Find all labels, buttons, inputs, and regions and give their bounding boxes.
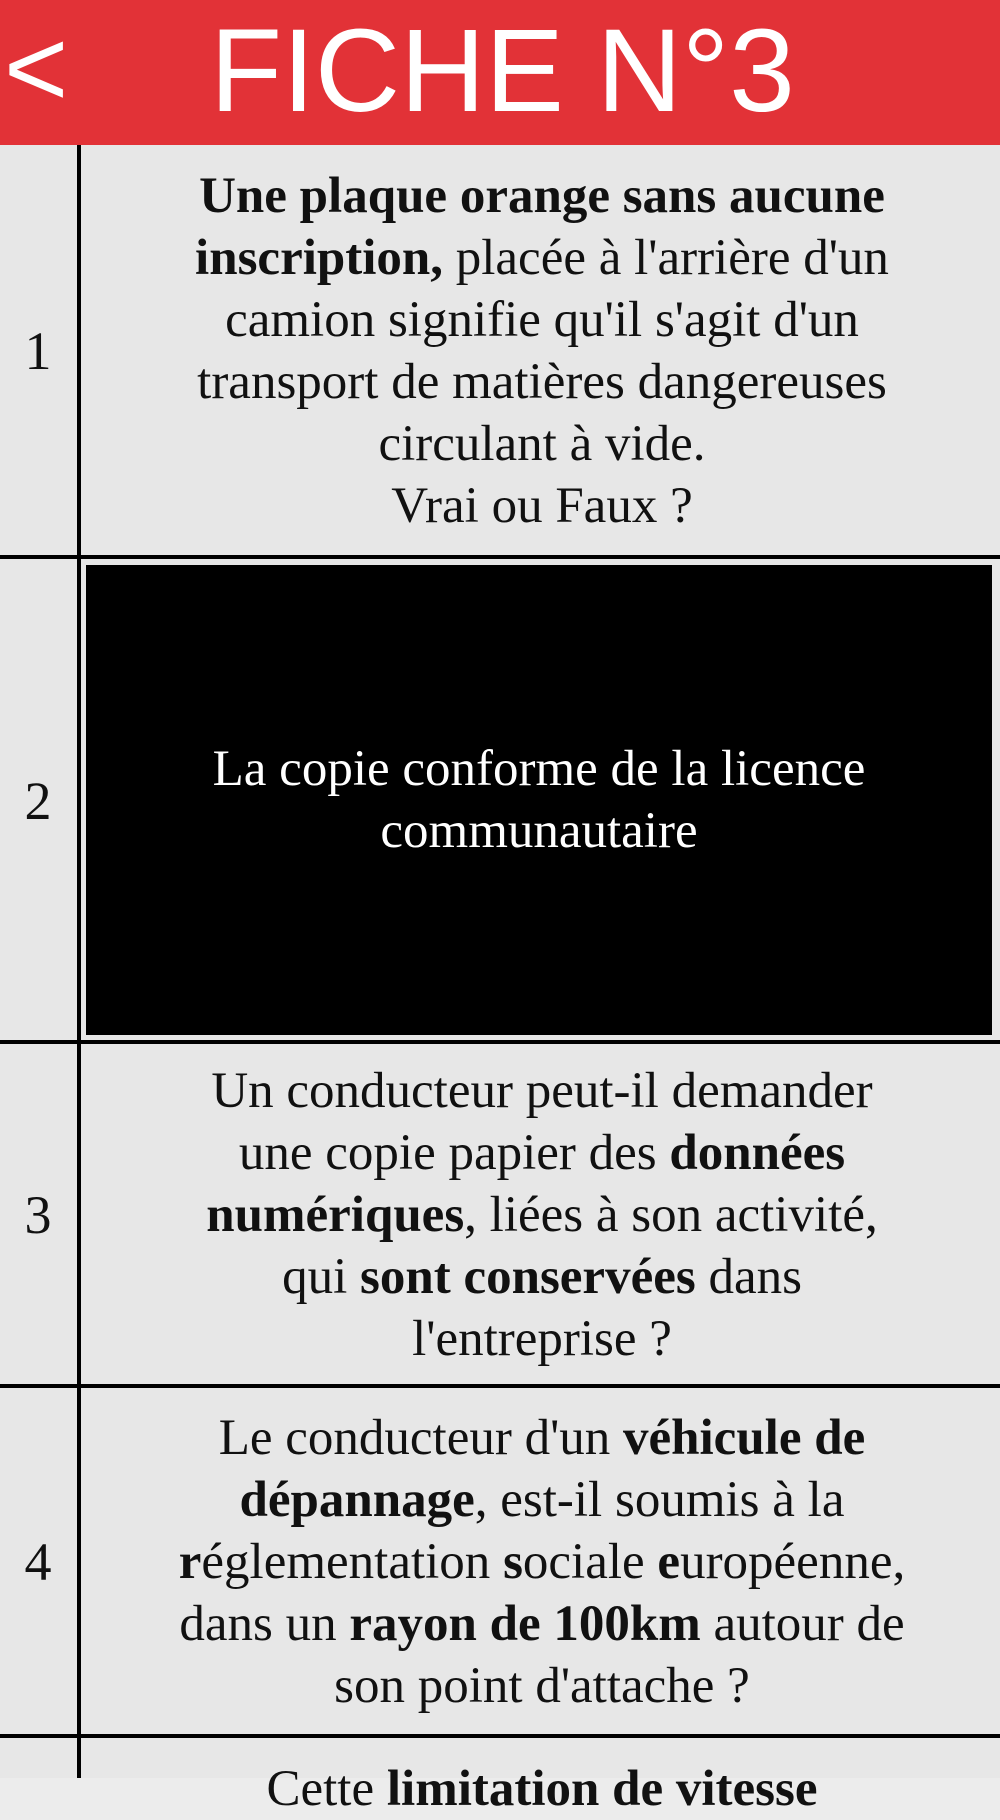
bold-text: numériques bbox=[206, 1187, 465, 1243]
header-bar bbox=[0, 0, 1000, 145]
column-divider bbox=[77, 1044, 81, 1386]
text: , liées à son activité, bbox=[464, 1187, 878, 1243]
text-line bbox=[195, 165, 889, 227]
bold-text: s bbox=[503, 1534, 523, 1590]
question-row-1[interactable] bbox=[0, 145, 1000, 557]
text-line bbox=[206, 1308, 877, 1370]
text: églementation bbox=[201, 1534, 504, 1590]
text-line bbox=[206, 1246, 877, 1308]
text: , est-il soumis à la bbox=[474, 1472, 845, 1528]
bold-text: limitation de vitesse bbox=[386, 1761, 818, 1817]
text-line bbox=[179, 1655, 905, 1717]
question-text bbox=[84, 1388, 1000, 1736]
bold-text: véhicule de bbox=[623, 1410, 866, 1466]
text: Le conducteur d'un bbox=[218, 1410, 624, 1466]
text-line bbox=[213, 800, 866, 862]
question-lines bbox=[213, 738, 866, 862]
question-text bbox=[84, 1758, 1000, 1820]
question-row-2[interactable] bbox=[0, 559, 1000, 1042]
text-line bbox=[195, 475, 889, 537]
question-number: 2 bbox=[24, 770, 52, 831]
text: l'entreprise ? bbox=[412, 1311, 672, 1367]
text-line bbox=[213, 738, 866, 800]
question-lines bbox=[195, 165, 889, 537]
text: dans un bbox=[179, 1596, 350, 1652]
hidden-answer-card[interactable] bbox=[86, 565, 992, 1035]
text: dans bbox=[695, 1249, 802, 1305]
question-lines bbox=[206, 1060, 877, 1370]
question-lines bbox=[179, 1407, 905, 1717]
column-divider bbox=[77, 145, 81, 557]
text-line bbox=[195, 413, 889, 475]
question-number: 3 bbox=[24, 1185, 52, 1245]
question-text bbox=[84, 145, 1000, 557]
question-row-4[interactable] bbox=[0, 1388, 1000, 1736]
text-line bbox=[179, 1531, 905, 1593]
text-line bbox=[179, 1593, 905, 1655]
page-title: FICHE N°3 bbox=[210, 5, 795, 137]
bold-text: données bbox=[669, 1125, 846, 1181]
bold-text: sont conservées bbox=[360, 1249, 696, 1305]
question-lines bbox=[266, 1758, 817, 1820]
text: Vrai ou Faux ? bbox=[391, 478, 693, 534]
text: circulant à vide. bbox=[378, 416, 706, 472]
column-divider bbox=[77, 1388, 81, 1736]
column-divider bbox=[77, 1738, 81, 1778]
text: Cette bbox=[266, 1761, 387, 1817]
text-line bbox=[195, 227, 889, 289]
text: placée à l'arrière d'un bbox=[443, 230, 889, 286]
back-button[interactable]: < bbox=[4, 7, 69, 130]
text: transport de matières dangereuses bbox=[197, 354, 887, 410]
text: ociale bbox=[522, 1534, 658, 1590]
bold-text: e bbox=[657, 1534, 681, 1590]
question-text bbox=[84, 1044, 1000, 1386]
text: Un conducteur peut-il demander bbox=[211, 1063, 873, 1119]
question-row-5[interactable] bbox=[0, 1738, 1000, 1817]
text: uropéenne, bbox=[680, 1534, 906, 1590]
question-row-3[interactable] bbox=[0, 1044, 1000, 1386]
text-line bbox=[179, 1469, 905, 1531]
text: autour de bbox=[700, 1596, 905, 1652]
text: communautaire bbox=[380, 803, 698, 859]
text-line bbox=[179, 1407, 905, 1469]
text-line bbox=[266, 1758, 817, 1820]
text-line bbox=[206, 1122, 877, 1184]
text-line bbox=[206, 1060, 877, 1122]
bold-text: dépannage bbox=[239, 1472, 475, 1528]
question-number: 4 bbox=[24, 1532, 52, 1592]
text-line bbox=[195, 351, 889, 413]
text-line bbox=[195, 289, 889, 351]
text: camion signifie qu'il s'agit d'un bbox=[225, 292, 859, 348]
bold-text: r bbox=[178, 1534, 202, 1590]
text: La copie conforme de la licence bbox=[212, 741, 866, 797]
bold-text: rayon de 100km bbox=[349, 1596, 701, 1652]
bold-text: Une plaque orange sans aucune bbox=[199, 168, 885, 224]
column-divider bbox=[77, 559, 81, 1042]
text-line bbox=[206, 1184, 877, 1246]
text: son point d'attache ? bbox=[334, 1658, 750, 1714]
text: qui bbox=[282, 1249, 360, 1305]
question-number: 1 bbox=[24, 321, 52, 381]
text: une copie papier des bbox=[238, 1125, 670, 1181]
bold-text: inscription, bbox=[195, 230, 443, 286]
